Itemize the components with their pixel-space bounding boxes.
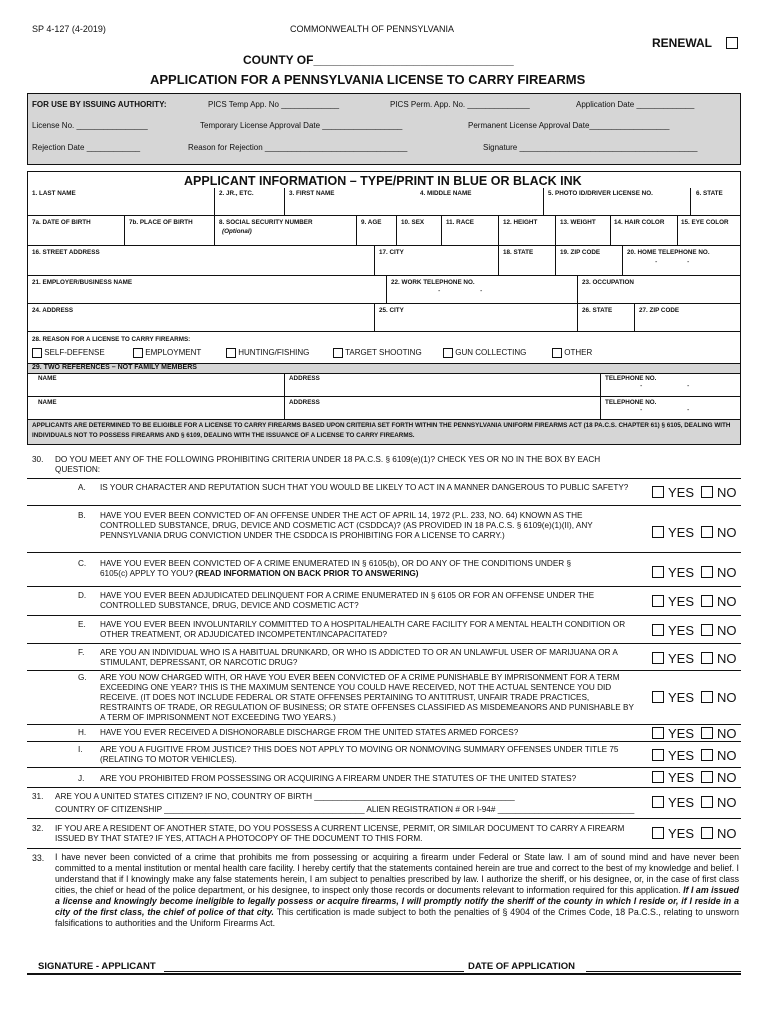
q30h-letter: H. [78,728,87,737]
q30h-yes[interactable]: YES [652,726,694,741]
q30d-no[interactable]: NO [701,594,737,609]
rejection-date-field[interactable]: Rejection Date ____________ [32,143,141,152]
reference-1-phone-separator: - [640,383,643,390]
eligibility-note: APPLICANTS ARE DETERMINED TO BE ELIGIBLE FOR A LICENSE TO CARRY FIREARMS BASED UPON CRITERIA SET FORTH WITHIN THE PENNSYLVANIA UNIFORM FIREARMS ACT (18 PA.C.S. CHAPTER 61) § 6105, DEALING WITH INDIVIDUALS NOT TO POSSESS FIREARMS AND § 6109, DEALING WITH THE ISSUANCE OF A LICENSE TO CARRY FIREARMS. [32,422,731,439]
q30i-no[interactable]: NO [701,748,737,763]
q32-yes[interactable]: YES [652,826,694,841]
checkbox-icon[interactable] [333,348,343,358]
q30e-letter: E. [78,620,86,629]
reference-1-phone-separator: - [687,383,690,390]
reference-1-address[interactable]: ADDRESS [289,375,320,382]
q30j-no[interactable]: NO [701,770,737,785]
reason-target-shooting[interactable]: TARGET SHOOTING [333,348,422,358]
checkbox-icon[interactable] [701,526,713,538]
work-phone-separator: - [438,288,441,295]
reason-employment[interactable]: EMPLOYMENT [133,348,201,358]
q30g-letter: G. [78,673,87,682]
q30b-letter: B. [78,511,86,520]
county-field[interactable]: COUNTY OF______________________________ [243,53,514,67]
reason-label: 28. REASON FOR A LICENSE TO CARRY FIREARMS: [32,336,191,343]
form-number: SP 4-127 (4-2019) [32,24,106,34]
q33-certification: I have never been convicted of a crime that prohibits me from possessing or acquiring a firearm under Federal or State law. I am of sound mind and have never been committed to a mental institution or mental health care facility. I hereby certify that the statements contained herein are true and correct to the best of my knowledge and belief. I understand that if I knowingly make any false statements herein, I am subject to penalties prescribed by law. I authorize the sheriff, or his designee, or, in the case of first class cities, the chief or head of the police department, or his designee, to inspect only those records or documents relevant to information required for this application. If I am issued a license and knowingly become ineligible to legally possess or acquire firearms, I will promptly notify the sheriff of the county in which I reside or, if I reside in a city of the first class, the chief of police of that city. This certification is made subject to both the penalties of § 4904 of the Crimes Code, 18 Pa.C.S., relating to unsworn falsifications to authorities and the Uniform Firearms Act. [55,852,739,928]
home-phone-separator: - [687,259,690,266]
reference-1-name[interactable]: NAME [38,375,57,382]
checkbox-icon[interactable] [652,526,664,538]
checkbox-icon[interactable] [652,691,664,703]
home-phone-field[interactable]: 20. HOME TELEPHONE NO. [627,249,710,256]
q30i-letter: I. [78,745,83,754]
street-address-field[interactable]: 16. STREET ADDRESS [32,249,100,256]
q30a-no[interactable]: NO [701,485,737,500]
checkbox-icon[interactable] [652,796,664,808]
q30-number: 30. [32,455,44,464]
checkbox-icon[interactable] [701,796,713,808]
q30f-text: ARE YOU AN INDIVIDUAL WHO IS A HABITUAL DRUNKARD, OR WHO IS ADDICTED TO OR AN UNLAWFUL USER OF MARIJUANA OR A STIMULANT, DEPRESSANT, OR NARCOTIC DRUG? [100,648,618,667]
perm-approval-field[interactable]: Permanent License Approval Date__________________ [468,121,670,130]
age-field[interactable]: 9. AGE [361,219,382,226]
zip-code-field[interactable]: 19. ZIP CODE [560,249,601,256]
q30b-no[interactable]: NO [701,525,737,540]
checkbox-icon[interactable] [701,652,713,664]
eye-color-field[interactable]: 15. EYE COLOR [681,219,729,226]
reason-self-defense[interactable]: SELF-DEFENSE [32,348,105,358]
q30g-yes[interactable]: YES [652,690,694,705]
q30f-yes[interactable]: YES [652,651,694,666]
q31-country-of-birth[interactable]: ARE YOU A UNITED STATES CITIZEN? IF NO, COUNTRY OF BIRTH ____________________________________________ [55,792,515,801]
reference-2-address[interactable]: ADDRESS [289,399,320,406]
checkbox-icon[interactable] [133,348,143,358]
q30c-letter: C. [78,559,87,568]
date-of-application-line[interactable] [586,971,741,972]
occupation-field[interactable]: 23. OCCUPATION [582,279,634,286]
q30c-text: HAVE YOU EVER BEEN CONVICTED OF A CRIME ENUMERATED IN § 6105(b), OR DO ANY OF THE CONDITIONS UNDER § 6105(c) APPLY TO YOU? (READ INFORMATION ON BACK PRIOR TO ANSWERING) [100,559,572,578]
checkbox-icon[interactable] [701,691,713,703]
q30c-no[interactable]: NO [701,565,737,580]
weight-field[interactable]: 13. WEIGHT [560,219,596,226]
height-field[interactable]: 12. HEIGHT [503,219,538,226]
checkbox-icon[interactable] [226,348,236,358]
q30a-yes[interactable]: YES [652,485,694,500]
rejection-reason-field[interactable]: Reason for Rejection ________________________________ [188,143,408,152]
q30b-text: HAVE YOU EVER BEEN CONVICTED OF AN OFFENSE UNDER THE ACT OF APRIL 14, 1972 (P.L. 233, NO. 64) KNOWN AS THE CONTROLLED SUBSTANCE, DRUG, DEVICE AND COSMETIC ACT (CSDDCA)? (AS PROVIDED IN 18 PA.C.S. § 6109(e)(1)(II), ANY PENNSYLVANIA DRUG CONVICTION UNDER THE CSDDCA IS PROHIBITING FOR A LICENSE TO CARRY.) [100,511,593,540]
checkbox-icon[interactable] [701,727,713,739]
q33-bold-statement: If I am issued a license and knowingly become ineligible to legally possess or acquire firearms, I will promptly notify the sheriff of the county in which I reside or, if I reside in a city of the first class, the chief of police of that city. [55,885,739,917]
checkbox-icon[interactable] [652,595,664,607]
checkbox-icon[interactable] [652,486,664,498]
q30h-no[interactable]: NO [701,726,737,741]
first-name-field[interactable]: 3. FIRST NAME [289,190,335,197]
employer-address-field[interactable]: 24. ADDRESS [32,307,74,314]
state-field[interactable]: 18. STATE [503,249,534,256]
checkbox-icon[interactable] [652,749,664,761]
page-title: APPLICATION FOR A PENNSYLVANIA LICENSE TO CARRY FIREARMS [150,72,586,87]
dob-field[interactable]: 7a. DATE OF BIRTH [32,219,91,226]
employer-city-field[interactable]: 25. CITY [379,307,404,314]
q30e-yes[interactable]: YES [652,623,694,638]
q30f-letter: F. [78,648,85,657]
applicant-section-title: APPLICANT INFORMATION – TYPE/PRINT IN BLUE OR BLACK INK [184,174,582,188]
place-of-birth-field[interactable]: 7b. PLACE OF BIRTH [129,219,193,226]
temp-approval-field[interactable]: Temporary License Approval Date __________________ [200,121,403,130]
checkbox-icon[interactable] [701,624,713,636]
reference-2-phone-separator: - [687,407,690,414]
checkbox-icon[interactable] [443,348,453,358]
date-of-application-label: DATE OF APPLICATION [468,961,575,972]
checkbox-icon[interactable] [701,771,713,783]
ssn-optional-note: (Optional) [222,228,252,235]
work-phone-field[interactable]: 22. WORK TELEPHONE NO. [391,279,475,286]
q32-no[interactable]: NO [701,826,737,841]
checkbox-icon[interactable] [701,566,713,578]
applicant-signature-label: SIGNATURE - APPLICANT [38,961,156,972]
authority-label: FOR USE BY ISSUING AUTHORITY: [32,100,167,109]
checkbox-icon[interactable] [652,827,664,839]
employer-zip-field[interactable]: 27. ZIP CODE [639,307,680,314]
q30e-no[interactable]: NO [701,623,737,638]
employer-field[interactable]: 21. EMPLOYER/BUSINESS NAME [32,279,133,286]
references-label: 29. TWO REFERENCES – NOT FAMILY MEMBERS [32,364,197,371]
suffix-field[interactable]: 2. JR., ETC. [219,190,254,197]
city-field[interactable]: 17. CITY [379,249,404,256]
q30d-letter: D. [78,591,87,600]
sex-field[interactable]: 10. SEX [401,219,425,226]
q30h-text: HAVE YOU EVER RECEIVED A DISHONORABLE DISCHARGE FROM THE UNITED STATES ARMED FORCES? [100,728,519,737]
q30j-text: ARE YOU PROHIBITED FROM POSSESSING OR ACQUIRING A FIREARM UNDER THE STATUTES OF THE UNITED STATES? [100,774,577,783]
pics-temp-field[interactable]: PICS Temp App. No _____________ [208,100,340,109]
reference-2-name[interactable]: NAME [38,399,57,406]
reference-2-phone-separator: - [640,407,643,414]
middle-name-field[interactable]: 4. MIDDLE NAME [420,190,472,197]
checkbox-icon[interactable] [652,624,664,636]
q30j-letter: J. [78,774,85,783]
q31-yes[interactable]: YES [652,795,694,810]
commonwealth-heading: COMMONWEALTH OF PENNSYLVANIA [290,24,455,34]
checkbox-icon[interactable] [701,827,713,839]
ssn-field[interactable]: 8. SOCIAL SECURITY NUMBER [219,219,313,226]
q31-citizenship[interactable]: COUNTRY OF CITIZENSHIP ____________________________________________ ALIEN REGISTRATION # OR I-94# ______________________________ [55,805,635,814]
hair-color-field[interactable]: 14. HAIR COLOR [614,219,665,226]
applicant-signature-line[interactable] [164,971,464,972]
reason-hunting[interactable]: HUNTING/FISHING [226,348,309,358]
q30i-yes[interactable]: YES [652,748,694,763]
q30g-text: ARE YOU NOW CHARGED WITH, OR HAVE YOU EVER BEEN CONVICTED OF A CRIME PUNISHABLE BY IMPRISONMENT FOR A TERM EXCEEDING ONE YEAR? THIS IS THE MAXIMUM SENTENCE YOU COULD HAVE RECEIVED, NOT THE ACTUAL SENTENCE YOU DID RECEIVE. (IT DOES NOT INCLUDE FEDERAL OR STATE OFFENSES PERTAINING TO ANTITRUST, UNFAIR TRADE PRACTICES, RESTRAINTS OF TRADE, OR REGULATION OF BUSINESS; OR STATE OFFENSES CLASSIFIED AS MISDEMEANORS AND PUNISHABLE BY A TERM OF IMPRISONMENT NOT EXCEEDING TWO YEARS.) [100,673,634,722]
reference-2-phone[interactable]: TELEPHONE NO. [605,399,657,406]
checkbox-icon[interactable] [701,749,713,761]
pics-perm-field[interactable]: PICS Perm. App. No. ______________ [390,100,530,109]
checkbox-icon[interactable] [552,348,562,358]
renewal-label: RENEWAL [652,36,712,50]
q30g-no[interactable]: NO [701,690,737,705]
checkbox-icon[interactable] [652,727,664,739]
q30d-yes[interactable]: YES [652,594,694,609]
q30e-text: HAVE YOU EVER BEEN INVOLUNTARILY COMMITTED TO A HOSPITAL/HEALTH CARE FACILITY FOR A MENTAL HEALTH CONDITION OR OTHER TREATMENT, OR ADJUDICATED INCOMPETENT/INCAPACITATED? [100,620,626,639]
authority-signature-field[interactable]: Signature ________________________________________ [483,143,698,152]
reason-other[interactable]: OTHER [552,348,592,358]
last-name-field[interactable]: 1. LAST NAME [32,190,76,197]
q30-text: DO YOU MEET ANY OF THE FOLLOWING PROHIBITING CRITERIA UNDER 18 PA.C.S. § 6109(e)(1)? CHECK YES OR NO IN THE BOX BY EACH QUESTION: [55,455,601,474]
q32-text: IF YOU ARE A RESIDENT OF ANOTHER STATE, DO YOU POSSESS A CURRENT LICENSE, PERMIT, OR SIMILAR DOCUMENT TO CARRY A FIREARM ISSUED BY THAT STATE? IF YES, ATTACH A PHOTOCOPY OF THE DOCUMENT TO THIS FORM. [55,824,625,843]
work-phone-separator: - [480,288,483,295]
q30b-yes[interactable]: YES [652,525,694,540]
reason-gun-collecting[interactable]: GUN COLLECTING [443,348,526,358]
renewal-checkbox[interactable] [726,37,738,49]
q31-number: 31. [32,792,44,801]
home-phone-separator: - [655,259,658,266]
q30i-text: ARE YOU A FUGITIVE FROM JUSTICE? THIS DOES NOT APPLY TO MOVING OR NONMOVING SUMMARY OFFENSES UNDER TITLE 75 (RELATING TO MOTOR VEHICLES). [100,745,619,764]
q30j-yes[interactable]: YES [652,770,694,785]
checkbox-icon[interactable] [701,486,713,498]
employer-state-field[interactable]: 26. STATE [582,307,613,314]
q32-number: 32. [32,824,44,833]
checkbox-icon[interactable] [701,595,713,607]
q30c-yes[interactable]: YES [652,565,694,580]
q30d-text: HAVE YOU EVER BEEN ADJUDICATED DELINQUENT FOR A CRIME ENUMERATED IN § 6105 OR FOR AN OFFENSE UNDER THE CONTROLLED SUBSTANCE, DRUG, DEVICE AND COSMETIC ACT? [100,591,595,610]
checkbox-icon[interactable] [652,771,664,783]
checkbox-icon[interactable] [652,652,664,664]
q30f-no[interactable]: NO [701,651,737,666]
race-field[interactable]: 11. RACE [446,219,474,226]
q30a-letter: A. [78,483,86,492]
reference-1-phone[interactable]: TELEPHONE NO. [605,375,657,382]
license-no-field[interactable]: License No. ________________ [32,121,148,130]
q30c-bold-note: (READ INFORMATION ON BACK PRIOR TO ANSWERING) [195,569,419,578]
q31-no[interactable]: NO [701,795,737,810]
q30a-text: IS YOUR CHARACTER AND REPUTATION SUCH THAT YOU WOULD BE LIKELY TO ACT IN A MANNER DANGEROUS TO PUBLIC SAFETY? [100,483,629,492]
q33-number: 33. [32,853,45,863]
checkbox-icon[interactable] [652,566,664,578]
application-date-field[interactable]: Application Date _____________ [576,100,695,109]
photo-id-field[interactable]: 5. PHOTO ID/DRIVER LICENSE NO. [548,190,653,197]
id-state-field[interactable]: 6. STATE [696,190,723,197]
checkbox-icon[interactable] [32,348,42,358]
